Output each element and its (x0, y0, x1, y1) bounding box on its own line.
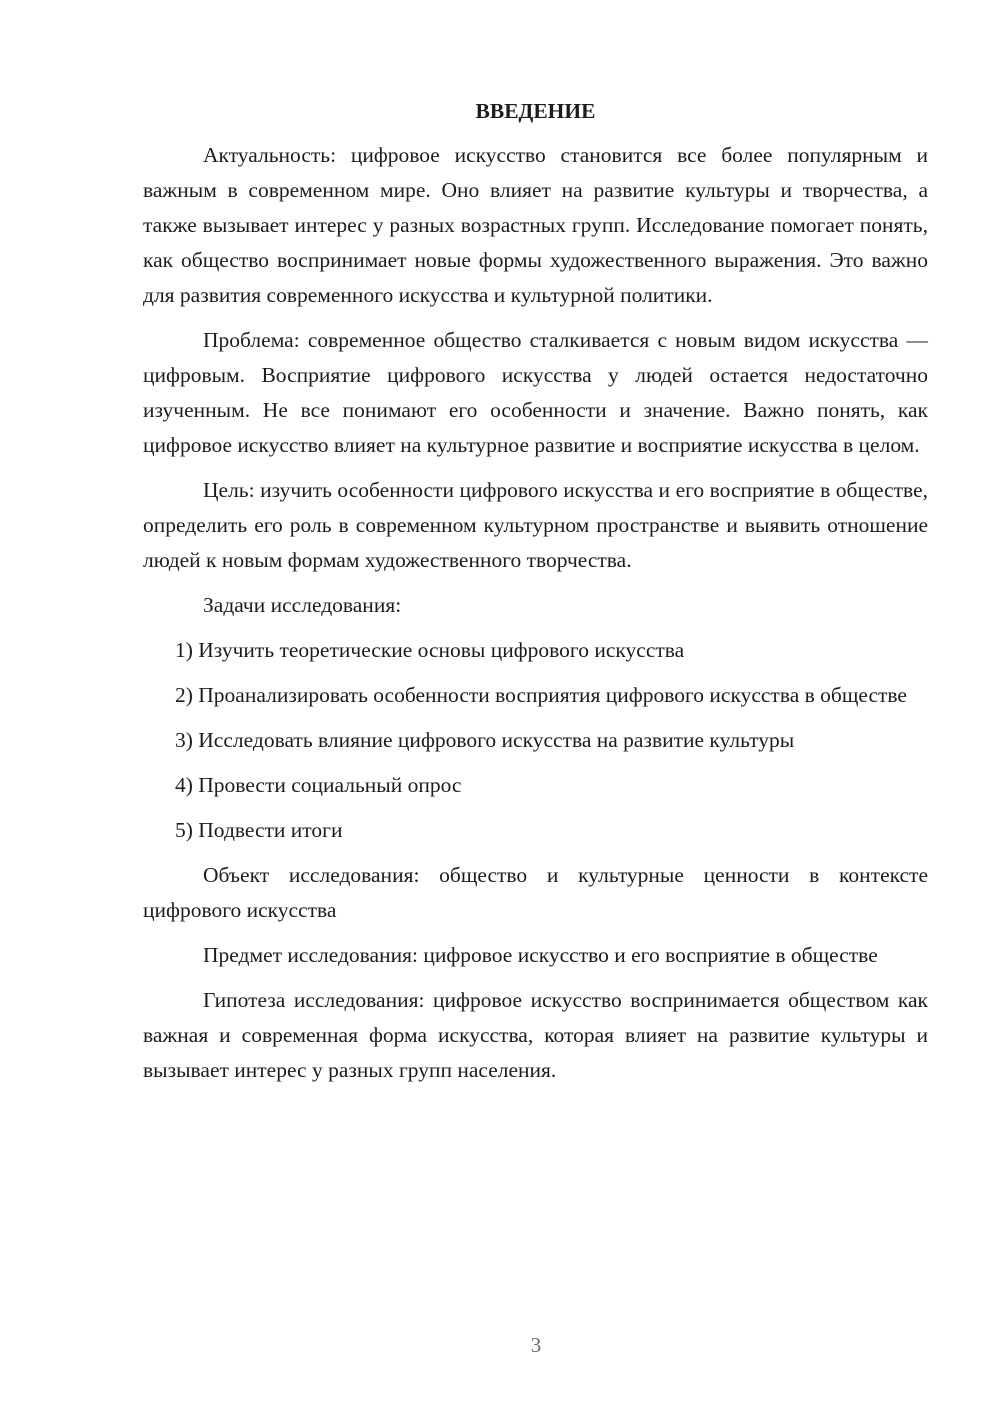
hypothesis-paragraph: Гипотеза исследования: цифровое искусство воспринимается обществом как важная и современная форма искусства, которая влияет на развитие культуры и вызывает интерес у разных групп населения. (143, 988, 928, 1082)
relevance-paragraph: Актуальность: цифровое искусство становится все более популярным и важным в современном мире. Оно влияет на развитие культуры и творчества, а также вызывает интерес у разных возрастных групп. Исследование помогает понять, как общество воспринимает новые формы художественного выражения. Это важно для развития современного искусства и культурной политики. (143, 143, 928, 307)
task-item-4: 4) Провести социальный опрос (175, 773, 462, 797)
object-paragraph: Объект исследования: общество и культурные ценности в контексте цифрового искусства (143, 863, 928, 922)
page-number: 3 (530, 1333, 542, 1357)
page-title: ВВЕДЕНИЕ (475, 99, 596, 123)
task-item-1: 1) Изучить теоретические основы цифрового искусства (175, 638, 685, 662)
problem-paragraph: Проблема: современное общество сталкивается с новым видом искусства — цифровым. Восприятие цифрового искусства у людей остается недостаточно изученным. Не все понимают его особенности и значение. Важно понять, как цифровое искусство влияет на культурное развитие и восприятие искусства в целом. (143, 328, 928, 457)
tasks-heading: Задачи исследования: (203, 593, 402, 617)
subject-paragraph: Предмет исследования: цифровое искусство и его восприятие в обществе (203, 943, 878, 967)
task-item-2: 2) Проанализировать особенности восприятия цифрового искусства в обществе (175, 683, 907, 707)
page-content (143, 96, 928, 1098)
task-item-5: 5) Подвести итоги (175, 818, 343, 842)
goal-paragraph: Цель: изучить особенности цифрового искусства и его восприятие в обществе, определить его роль в современном культурном пространстве и выявить отношение людей к новым формам художественного творчества. (143, 478, 928, 572)
task-item-3: 3) Исследовать влияние цифрового искусства на развитие культуры (175, 728, 795, 752)
